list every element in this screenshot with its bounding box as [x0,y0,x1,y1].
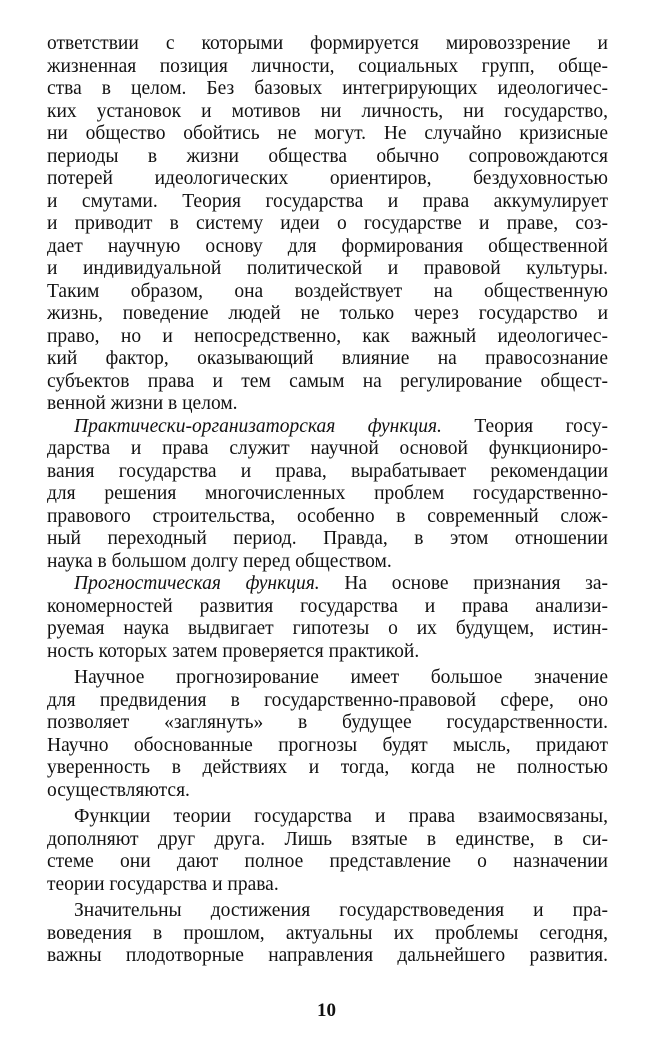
paragraph-practical-function [47,416,608,574]
text-line: потерей идеологических ориентиров, бездуховностью [47,168,608,189]
text-line: венной жизни в целом. [47,393,238,414]
text-line: ный переходный период. Правда, в этом отношении [47,528,608,549]
text-line: Функции теории государства и права взаимосвязаны, [74,806,608,827]
text-line: руемая наука выдвигает гипотезы о их будущем, истин- [47,618,608,639]
text-line: правового строительства, особенно в современный слож- [47,505,608,527]
page-body [47,33,608,968]
text-line: и приводит в систему идеи о государстве и праве, соз- [47,213,608,234]
section-heading-italic: Прогностическая функция. [74,573,320,594]
text-line: дает научную основу для формирования общественной [47,235,608,257]
text-line: стеме они дают полное представление о назначении [47,851,608,872]
text-line: периоды в жизни общества обычно сопровождаются [47,145,608,167]
text-line: кономерностей развития государства и права анализи- [47,595,608,617]
text-line: ни общество обойтись не могут. Не случайно кризисные [47,123,608,144]
paragraph-functions-interrelated [47,806,608,896]
text-line: теории государства и права. [47,873,279,895]
paragraph-forecasting [47,667,608,802]
text-line: ких установок и мотивов ни личность, ни государство, [47,100,608,122]
text-line: кий фактор, оказывающий влияние на правосознание [47,348,608,369]
text-line [47,573,608,596]
text-line: вания государства и права, вырабатывает рекомендации [47,460,608,482]
text-line: жизненная позиция личности, социальных групп, обще- [47,55,608,77]
text-line [47,416,608,439]
text-line: ность которых затем проверяется практикой. [47,640,420,662]
text-line: дарства и права служит научной основой функциониро- [47,438,608,459]
text-line: наука в большом долгу перед обществом. [47,550,392,572]
text-line: воведения в прошлом, актуальны их проблемы сегодня, [47,922,608,944]
text-line: Значительны достижения государствоведения и пра- [74,900,608,921]
text-line: Таким образом, она воздействует на общественную [47,280,608,302]
text-line: дополняют друг друга. Лишь взятые в единстве, в си- [47,828,608,850]
text-line: и индивидуальной политической и правовой культуры. [47,258,608,279]
text-line: жизнь, поведение людей не только через государство и [47,303,608,324]
page-number: 10 [317,1000,336,1021]
text-line: Научно обоснованные прогнозы будят мысль, придают [47,734,608,756]
paragraph-achievements [47,900,608,968]
section-heading-italic: Практически-организаторская функция. [74,415,442,437]
paragraph-prognostic-function [47,573,608,663]
text-line: для предвидения в государственно-правовой сфере, оно [47,689,608,711]
text-line: важны плодотворные направления дальнейшего развития. [47,945,608,966]
text-line: уверенность в действиях и тогда, когда не полностью [47,757,608,778]
text-line: позволяет «заглянуть» в будущее государственности. [47,712,608,733]
text-line: ства в целом. Без базовых интегрирующих идеологичес- [47,78,608,99]
text-line: для решения многочисленных проблем государственно- [47,483,608,504]
text-line: осуществляются. [47,779,190,801]
text-line: субъектов права и тем самым на регулирование общест- [47,370,608,392]
text-fragment: Теория госу- [441,415,608,437]
text-fragment: На основе признания за- [319,573,609,594]
text-line: и смутами. Теория государства и права аккумулирует [47,190,608,212]
text-line: Научное прогнозирование имеет большое значение [74,667,608,688]
text-line: право, но и непосредственно, как важный идеологичес- [47,325,608,347]
paragraph-1 [47,33,608,416]
text-line: ответствии с которыми формируется мировоззрение и [47,33,608,54]
